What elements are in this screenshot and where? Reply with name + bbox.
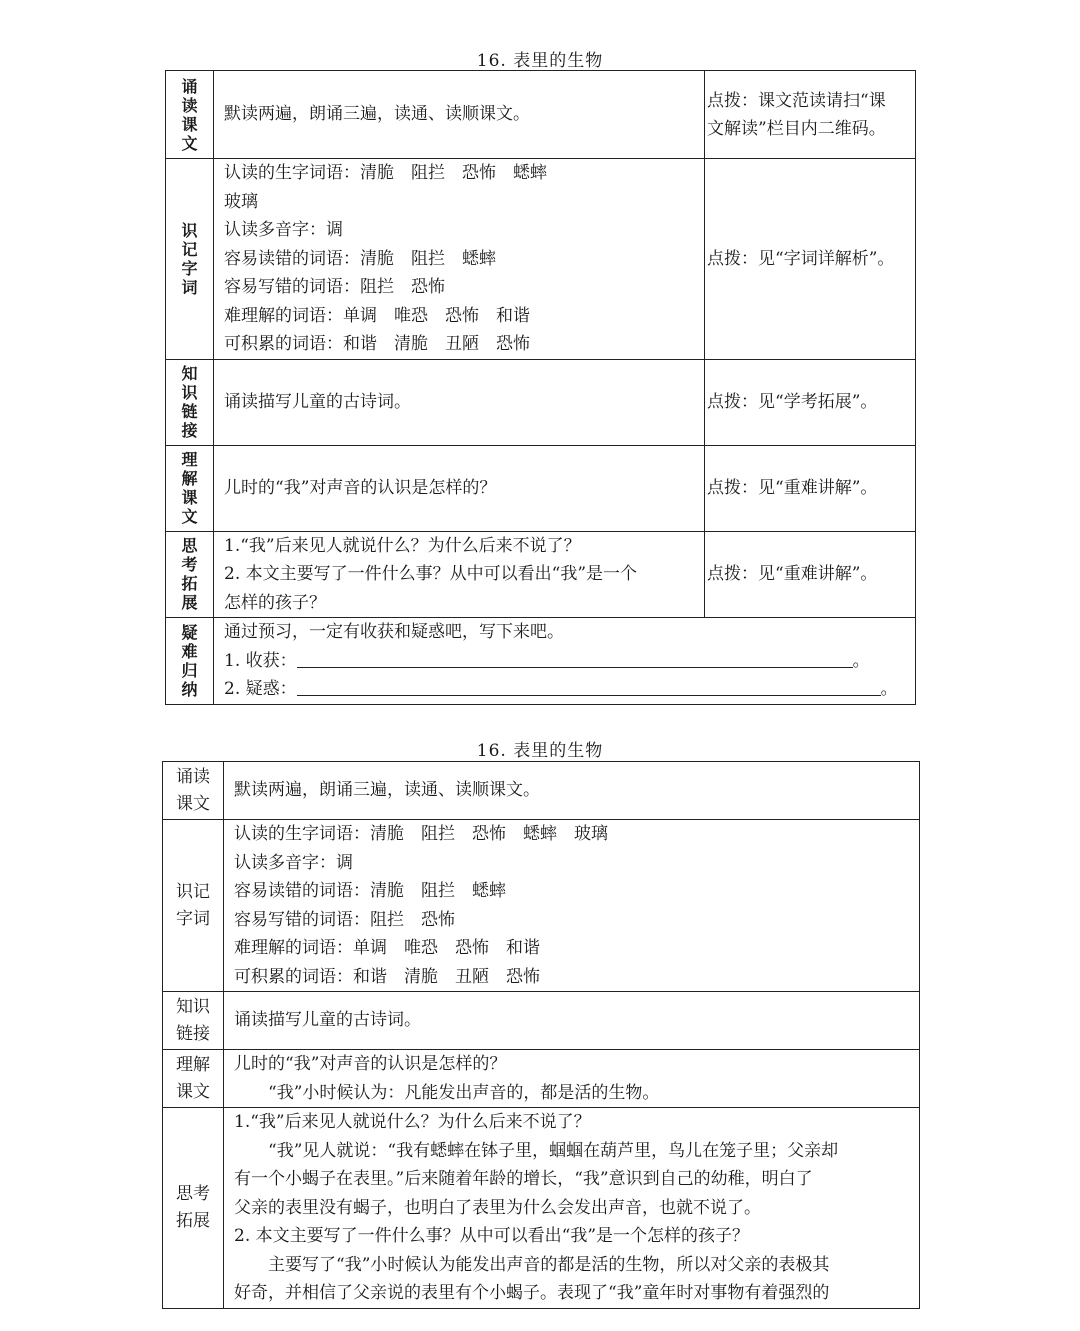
row-content: 默读两遍，朗诵三遍，读通、读顺课文。 [224,762,920,820]
row-content: 儿时的“我”对声音的认识是怎样的？ “我”小时候认为：凡能发出声音的，都是活的生物。 [224,1050,920,1108]
row-content: 诵读描写儿童的古诗词。 [224,992,920,1050]
row-content: 诵读描写儿童的古诗词。 [214,359,705,445]
table-row [166,445,916,531]
row-label: 诵读 课文 [163,762,224,820]
doubt-answer-line[interactable] [297,677,881,696]
row-label: 识 记 字 词 [166,159,214,360]
row-tip: 点拨：见“学考拓展”。 [705,359,916,445]
answer-sheet-title: 16. 表里的生物 [476,741,604,761]
row-content: 认读的生字词语：清脆 阻拦 恐怖 蟋蟀 玻璃 认读多音字：调 容易读错的词语：清脆 阻拦 蟋蟀 容易写错的词语：阻拦 恐怖 难理解的词语：单调 唯恐 恐怖 和谐 可积累的词语：和谐 清脆 丑陋 恐怖 [214,159,705,360]
preview-worksheet-table [165,70,916,705]
row-label: 思考 拓展 [163,1108,224,1309]
table-row [166,159,916,360]
table-row [166,71,916,159]
table-row [163,992,920,1050]
row-label: 疑 难 归 纳 [166,618,214,705]
table-row [166,531,916,618]
row-label: 知识 链接 [163,992,224,1050]
row-tip: 点拨：课文范读请扫“课 文解读”栏目内二维码。 [705,71,916,159]
table-row [163,1108,920,1309]
table-row [166,618,916,705]
gain-label: 1. 收获： [224,650,297,671]
table-row [163,762,920,820]
row-tip: 点拨：见“字词详解析”。 [705,159,916,360]
row-content: 1.“我”后来见人就说什么？为什么后来不说了？ 2. 本文主要写了一件什么事？从中可以看出“我”是一个 怎样的孩子？ [214,531,705,618]
table-row [166,359,916,445]
row-label: 理 解 课 文 [166,445,214,531]
table-row [163,1050,920,1108]
row-content: 认读的生字词语：清脆 阻拦 恐怖 蟋蟀 玻璃 认读多音字：调 容易读错的词语：清脆 阻拦 蟋蟀 容易写错的词语：阻拦 恐怖 难理解的词语：单调 唯恐 恐怖 和谐 可积累的词语：和谐 清脆 丑陋 恐怖 [224,820,920,992]
row-tip: 点拨：见“重难讲解”。 [705,445,916,531]
row-label: 识记 字词 [163,820,224,992]
table-row [163,820,920,992]
doubt-label: 2. 疑惑： [224,679,297,699]
row-tip: 点拨：见“重难讲解”。 [705,531,916,618]
row-content: 默读两遍，朗诵三遍，读通、读顺课文。 [214,71,705,159]
answer-worksheet-table [162,761,920,1309]
row-label: 理解 课文 [163,1050,224,1108]
row-label: 诵 读 课 文 [166,71,214,159]
row-label: 知 识 链 接 [166,359,214,445]
row-content: 1.“我”后来见人就说什么？为什么后来不说了？ “我”见人就说：“我有蟋蟀在钵子里，蝈蝈在葫芦里，鸟儿在笼子里；父亲却 有一个小蝎子在表里。”后来随着年龄的增长，“我”意识到自己的幼稚，明白了 父亲的表里没有蝎子，也明白了表里为什么会发出声音，也就不说了。 2. 本文主要写了一件什么事？从中可以看出“我”是一个怎样的孩子？ 主要写了“我”小时候认为能发出声音的都是活的生物，所以对父亲的表极其 好奇，并相信了父亲说的表里有个小蝎子。表现了“我”童年时对事物有着强烈的 [224,1108,920,1309]
row-label: 思 考 拓 展 [166,531,214,618]
gain-answer-line[interactable] [297,649,853,668]
row-content: 儿时的“我”对声音的认识是怎样的？ [214,445,705,531]
row-content: 通过预习，一定有收获和疑惑吧，写下来吧。 1. 收获： 。 2. 疑惑： 。 [214,618,916,705]
worksheet-title: 16. 表里的生物 [476,51,604,71]
